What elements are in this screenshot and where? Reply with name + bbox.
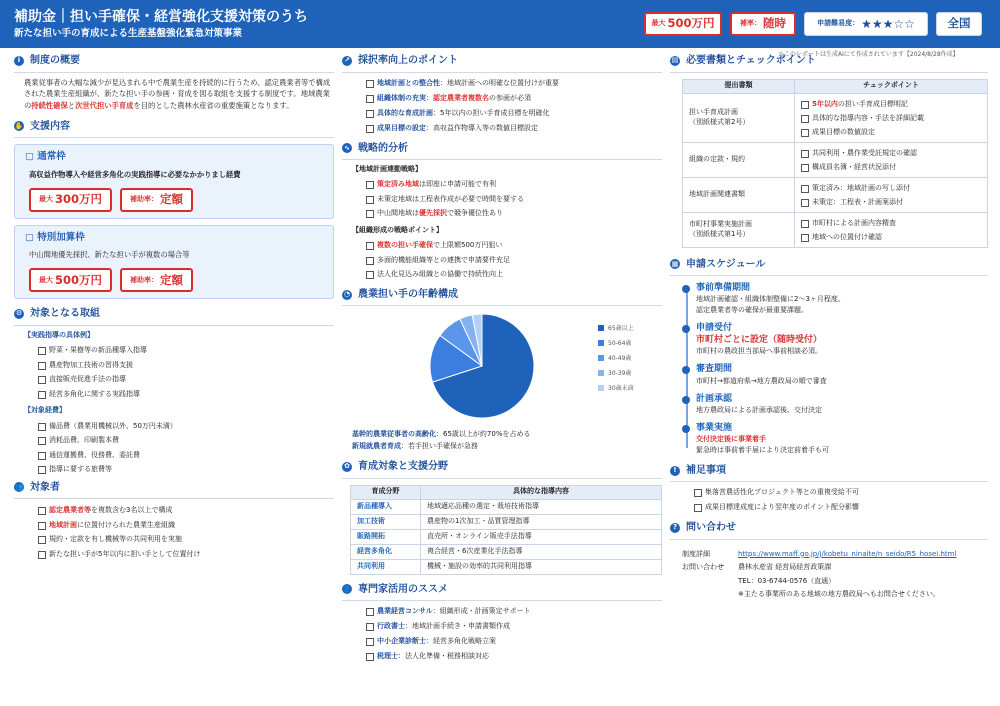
documents-table: 提出書類 チェックポイント 担い手育成計画 （別紙様式第2号） 5年以内の担い手育成目標明記 具体的な指導内容・手法を詳細記載 成果目標の数値設定 組織の定款・規約 共同利用・農作業受託規定の確認 構成員名簿・経営状況添付 地域計画関連書類 策定済み：地域計画の写し添付 未策定：工程表・計画案添付 市町村事業実施計画 （別紙様式第1号） 市町村による計画内容精査 地域への位置付け確認 <box>682 79 988 248</box>
document-icon: ▤ <box>671 56 679 65</box>
experts-list <box>366 604 662 664</box>
max-amount-badge: 最大 500万円 <box>29 268 112 292</box>
list-item: 成果目標の設定：高収益作物導入等の数値目標設定 <box>366 121 662 136</box>
list-item: 法人化見込み組織との協働で持続性向上 <box>366 267 662 282</box>
table-row: 販路開拓 直売所・オンライン販売手法指導 <box>351 529 662 544</box>
legend-label: 65歳以上 <box>608 325 634 333</box>
legend-swatch <box>598 355 604 361</box>
list-item: 農業経営コンサル：組織形成・計画策定サポート <box>366 604 662 619</box>
list-item: 成果目標達成度により翌年度のポイント配分影響 <box>694 500 988 515</box>
legend-swatch <box>598 340 604 346</box>
list-item: 地域計画との整合性：地域計画への明確な位置付けが重要 <box>366 76 662 91</box>
cost-list <box>38 419 334 477</box>
sprout-icon: ✿ <box>342 462 352 472</box>
table-row: 市町村事業実施計画 （別紙様式第1号） 市町村による計画内容精査 地域への位置付け確認 <box>683 212 988 247</box>
list-item: 集落営農活性化プロジェクト等との重複受給不可 <box>694 485 988 500</box>
development-heading: ✿ 育成対象と支援分野 <box>342 460 662 474</box>
legend-swatch <box>598 325 604 331</box>
contact-heading: ? 問い合わせ <box>670 521 988 535</box>
table-row: 組織の定款・規約 共同利用・農作業受託規定の確認 構成員名簿・経営状況添付 <box>683 142 988 177</box>
support-card-normal: ▢ 通常枠 高収益作物導入や経営多角化の実践指導に必要なかかりまし経費 最大 300万円 補助率： 定額 <box>14 144 334 219</box>
users-icon: 👥 <box>14 482 24 491</box>
list-item: 未策定地域は工程表作成が必要で時間を要する <box>366 192 662 207</box>
list-item: 直接販売促進手法の指導 <box>38 372 334 387</box>
list-item: 組織体制の充実：認定農業者複数名の参画が必須 <box>366 91 662 106</box>
list-item: 具体的な育成計画：5年以内の担い手育成目標を明確化 <box>366 106 662 121</box>
rate-badge: 補率： 随時 <box>730 12 796 36</box>
list-item: 構成員名簿・経営状況添付 <box>801 160 987 174</box>
difficulty-stars: ★★★☆☆ <box>861 16 915 31</box>
legend-swatch <box>598 370 604 376</box>
legend-label: 30-39歳 <box>608 370 632 378</box>
list-item: 未策定：工程表・計画案添付 <box>801 195 987 209</box>
strategy-heading: ∿ 戦略的分析 <box>342 142 662 156</box>
table-row: 経営多角化 複合経営・6次産業化手法指導 <box>351 544 662 559</box>
list-item: 認定農業者等を複数含む3名以上で構成 <box>38 503 334 518</box>
age-notes: 基幹的農業従事者の高齢化：65歳以上が約70%を占める 新規就農者育成：若手担い手確保が急務 <box>352 430 531 451</box>
schedule-step: 事前準備期間 地域計画確認・組織体制整備に2〜3ヶ月程度。 認定農業者等の確保が最重要課題。 <box>682 282 988 316</box>
region-badge: 全国 <box>936 12 982 36</box>
list-item: 行政書士：地域計画手続き・申請書類作成 <box>366 619 662 634</box>
list-item: 具体的な指導内容・手法を詳細記載 <box>801 111 987 125</box>
person-icon: 👤 <box>342 584 352 593</box>
schedule-step: 計画承認 地方農政局による計画承認後、交付決定 <box>682 393 988 416</box>
legend-label: 40-49歳 <box>608 355 632 363</box>
list-item: 5年以内の担い手育成目標明記 <box>801 97 987 111</box>
handshake-icon: ✋ <box>14 121 24 130</box>
overview-heading: i 制度の概要 <box>14 54 334 68</box>
supplement-heading: ! 補足事項 <box>670 464 988 478</box>
support-card-special: ▢ 特別加算枠 中山間地優先採択、新たな担い手が複数の場合等 最大 500万円 補助率： 定額 <box>14 225 334 300</box>
list-item: 野菜・果樹等の新品種導入指導 <box>38 343 334 358</box>
list-item: 新たな担い手が5年以内に担い手として位置付け <box>38 547 334 562</box>
list-item: 消耗品費、印刷製本費 <box>38 433 334 448</box>
list-item: 通信運搬費、役務費、委託費 <box>38 448 334 463</box>
development-table: 育成分野 具体的な指導内容 新品種導入 地域適応品種の選定・栽培技術指導 加工技術 農産物の1次加工・品質管理指導 販路開拓 直売所・オンライン販売手法指導 経営多角化 複合経営・6次産業化手法指導 共同利用 機械・施設の効率的共同利用指導 <box>350 485 662 575</box>
header-banner <box>0 0 1000 48</box>
supplement-list <box>694 485 988 515</box>
rate-badge: 補助率： 定額 <box>120 268 193 292</box>
page-title: 補助金｜担い手確保・経営強化支援対策のうち <box>14 9 308 25</box>
calendar-icon: ▦ <box>671 259 679 268</box>
adoption-list <box>366 76 662 136</box>
list-item: 地域計画に位置付けられた農業生産組織 <box>38 518 334 533</box>
contact-block: 制度詳細 https://www.maff.go.jp/j/kobetu_ninaite/n_seido/R5_hosei.html お問い合わせ 農林水産省 経営局経営政策課 TEL：03-6744-0576（直通） ※主たる事業所のある地域の地方農政局へもお問合せください。 <box>682 549 957 599</box>
age-pie-chart <box>342 306 662 424</box>
table-row: 地域計画関連書類 策定済み：地域計画の写し添付 未策定：工程表・計画案添付 <box>683 177 988 212</box>
experts-heading: 👤 専門家活用のススメ <box>342 583 448 595</box>
list-item: 中山間地域は優先採択で競争優位性あり <box>366 206 662 221</box>
legend-label: 30歳未満 <box>608 385 634 393</box>
chart-up-icon: ↗ <box>342 56 352 66</box>
table-row: 新品種導入 地域適応品種の選定・栽培技術指導 <box>351 499 662 514</box>
card-title: ▢ 通常枠 <box>25 151 66 163</box>
age-heading: ◔ 農業担い手の年齢構成 <box>343 288 458 300</box>
schedule-step: 申請受付 市町村ごとに設定（随時受付） 市町村の農政担当部局へ事前相談必須。 <box>682 322 988 357</box>
list-item: 市町村による計画内容精査 <box>801 216 987 230</box>
targets-heading: ⚙ 対象となる取組 <box>15 308 100 320</box>
card-title: ▢ 特別加算枠 <box>25 231 85 243</box>
eligible-list <box>38 503 334 561</box>
list-item: 規約・定款を有し機械等の共同利用を実施 <box>38 532 334 547</box>
list-item: 経営多角化に関する実践指導 <box>38 387 334 402</box>
documents-heading: ▤ 必要書類とチェックポイント <box>671 55 816 66</box>
list-item: 地域への位置付け確認 <box>801 230 987 244</box>
page-subtitle: 新たな担い手の育成による生産基盤強化緊急対策事業 <box>14 28 243 39</box>
ai-disclaimer: ＊このレポートは生成AIにて作成されています【2024/8/28作成】 <box>778 51 959 58</box>
gear-icon: ⚙ <box>15 309 23 318</box>
list-item: 多面的機能組織等との連携で申請要件充足 <box>366 253 662 268</box>
schedule-step: 審査期間 市町村→都道府県→地方農政局の順で審査 <box>682 363 988 386</box>
line-chart-icon: ∿ <box>342 143 352 153</box>
warning-icon: ! <box>670 466 680 476</box>
rate-badge: 補助率： 定額 <box>120 188 193 212</box>
schedule-step: 事業実施 交付決定後に事業着手 緊急時は事前着手届により決定前着手も可 <box>682 422 988 456</box>
list-item: 策定済み：地域計画の写し添付 <box>801 181 987 195</box>
table-row: 共同利用 機械・施設の効率的共同利用指導 <box>351 559 662 574</box>
details-link[interactable]: https://www.maff.go.jp/j/kobetu_ninaite/n_seido/R5_hosei.html <box>738 549 957 558</box>
support-heading: ✋ 支援内容 <box>14 120 70 132</box>
legend-label: 50-64歳 <box>608 340 632 348</box>
list-item: 指導に要する旅費等 <box>38 462 334 477</box>
overview-text: 農業従事者の大幅な減少が見込まれる中で農業生産を持続的に行うため、認定農業者等で構成された農業生産組織が、新たな担い手の参画・育成を図る取組を支援する制度です。地域農業の持続性確保と次世代担い手育成を目的とした農林水産省の重要施策となります。 <box>24 77 331 110</box>
list-item: 中小企業診断士：経営多角化戦略立案 <box>366 634 662 649</box>
max-amount-badge: 最大 300万円 <box>29 188 112 212</box>
list-item: 備品費（農業用機械以外、50万円未満） <box>38 419 334 434</box>
info-icon: i <box>14 56 24 66</box>
difficulty-badge: 申請難易度： ★★★☆☆ <box>804 12 928 36</box>
list-item: 策定済み地域は即座に申請可能で有利 <box>366 177 662 192</box>
pie-chart-icon: ◔ <box>343 289 351 298</box>
table-row: 加工技術 農産物の1次加工・品質管理指導 <box>351 514 662 529</box>
schedule-timeline <box>682 282 988 456</box>
table-row: 担い手育成計画 （別紙様式第2号） 5年以内の担い手育成目標明記 具体的な指導内容・手法を詳細記載 成果目標の数値設定 <box>683 93 988 142</box>
practical-list <box>38 343 334 401</box>
adoption-heading: ↗ 採択率向上のポイント <box>342 54 662 68</box>
list-item: 税理士：法人化準備・税務相談対応 <box>366 649 662 664</box>
schedule-heading: ▦ 申請スケジュール <box>671 258 766 270</box>
eligible-heading: 👥 対象者 <box>14 481 60 493</box>
list-item: 共同利用・農作業受託規定の確認 <box>801 146 987 160</box>
max-amount-badge: 最大 500万円 <box>644 12 722 36</box>
strategy-list-1 <box>366 177 662 221</box>
strategy-list-2 <box>366 238 662 282</box>
list-item: 農産物加工技術の習得支援 <box>38 358 334 373</box>
legend-swatch <box>598 385 604 391</box>
question-icon: ? <box>670 523 680 533</box>
list-item: 成果目標の数値設定 <box>801 125 987 139</box>
list-item: 複数の担い手確保で上限額500万円狙い <box>366 238 662 253</box>
